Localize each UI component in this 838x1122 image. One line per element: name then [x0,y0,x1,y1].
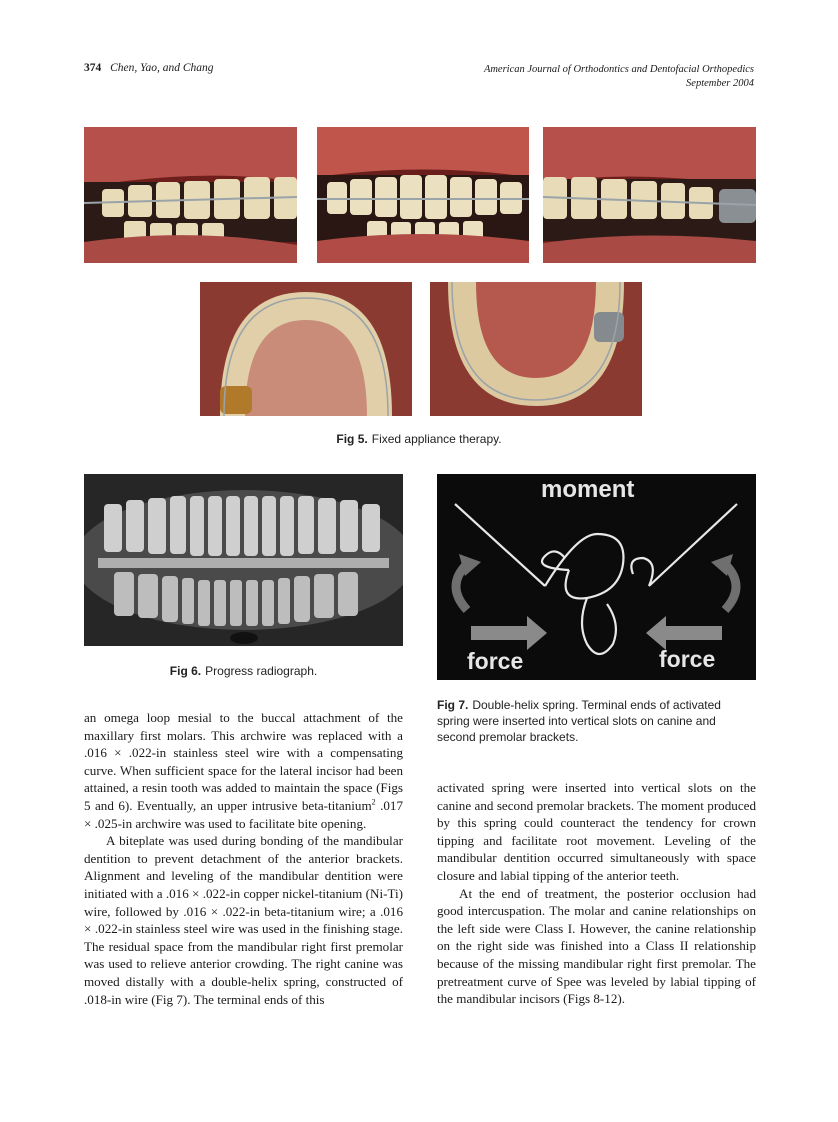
running-header-left [84,62,214,74]
fig5-photo-maxillary-occlusal [200,282,412,416]
fig7-force-right-label: force [659,646,716,672]
fig7-force-left-label: force [467,648,524,674]
fig5-caption-text: Fixed appliance therapy. [371,432,502,446]
fig7-caption-text: Double-helix spring. Terminal ends of activated spring were inserted into vertical slots on canine and second premolar brackets. [437,698,721,744]
fig6-caption [84,664,403,678]
running-authors: Chen, Yao, and Chang [110,62,214,74]
fig7-label: Fig 7. [437,698,469,712]
journal-issue: September 2004 [686,78,754,89]
fig5-label: Fig 5. [336,432,368,446]
fig6-caption-text: Progress radiograph. [205,664,318,678]
fig5-photo-right-buccal [84,127,297,263]
right-paragraph-2: At the end of treatment, the posterior occlusion had good intercuspation. The molar and canine relationships on the left side were Class I. However, the canine relationship on the right side was finished into a Class II relationship because of the missing mandibular right first premolar. The pretreatment curve of Spee was leveled by labial tipping of the mandibular incisors (Figs 8-12). [437,885,756,1007]
left-paragraph-1: an omega loop mesial to the buccal attachment of the maxillary first molars. This archwire was replaced with a .016 × .022-in stainless steel wire with a compensating curve. When sufficient space for the lateral incisor had been attained, a resin tooth was added to maintain the space (Figs 5 and 6). Eventually, an upper intrusive beta-titanium$^2$ .017 × .025-in archwire was used to facilitate bite opening. [84,710,404,831]
left-paragraph-2: A biteplate was used during bonding of the mandibular dentition to prevent detachment of the anterior brackets. Alignment and leveling of the mandibular dentition were initiated with a .016 × .022-in copper nickel-titanium (Ni-Ti) wire, followed by .016 × .022-in beta-titanium wire; a .016 × .022-in stainless steel wire was used in the finishing stage. The residual space from the mandibular right first premolar was used to relieve anterior crowding. The right canine was moved distally with a double-helix spring, constructed of .018-in wire (Fig 7). The terminal ends of this [84,833,403,1007]
fig6-label: Fig 6. [169,664,202,678]
fig5-photo-frontal [317,127,529,263]
fig7-moment-label: moment [541,476,635,503]
fig5-photo-mandibular-occlusal [430,282,642,416]
body-left-column [84,709,403,1008]
right-paragraph-1: activated spring were inserted into vertical slots on the canine and second premolar brackets. The moment produced by this spring could counteract the tendency for crown tipping and facilitate root movement. Leveling of the mandibular dentition occurred simultaneously with space closure and labial tipping of the anterior teeth. [437,780,756,883]
fig6-radiograph [84,474,403,646]
running-header-right [334,63,754,91]
page-number: 374 [84,62,102,74]
fig5-photo-left-buccal [543,127,756,263]
journal-title: American Journal of Orthodontics and Dentofacial Orthopedics [483,64,754,75]
fig7-caption [437,697,756,745]
citation-superscript: 2 [371,797,376,807]
fig7-spring-diagram [437,474,756,680]
fig5-caption [0,432,838,446]
body-right-column [437,779,756,1008]
